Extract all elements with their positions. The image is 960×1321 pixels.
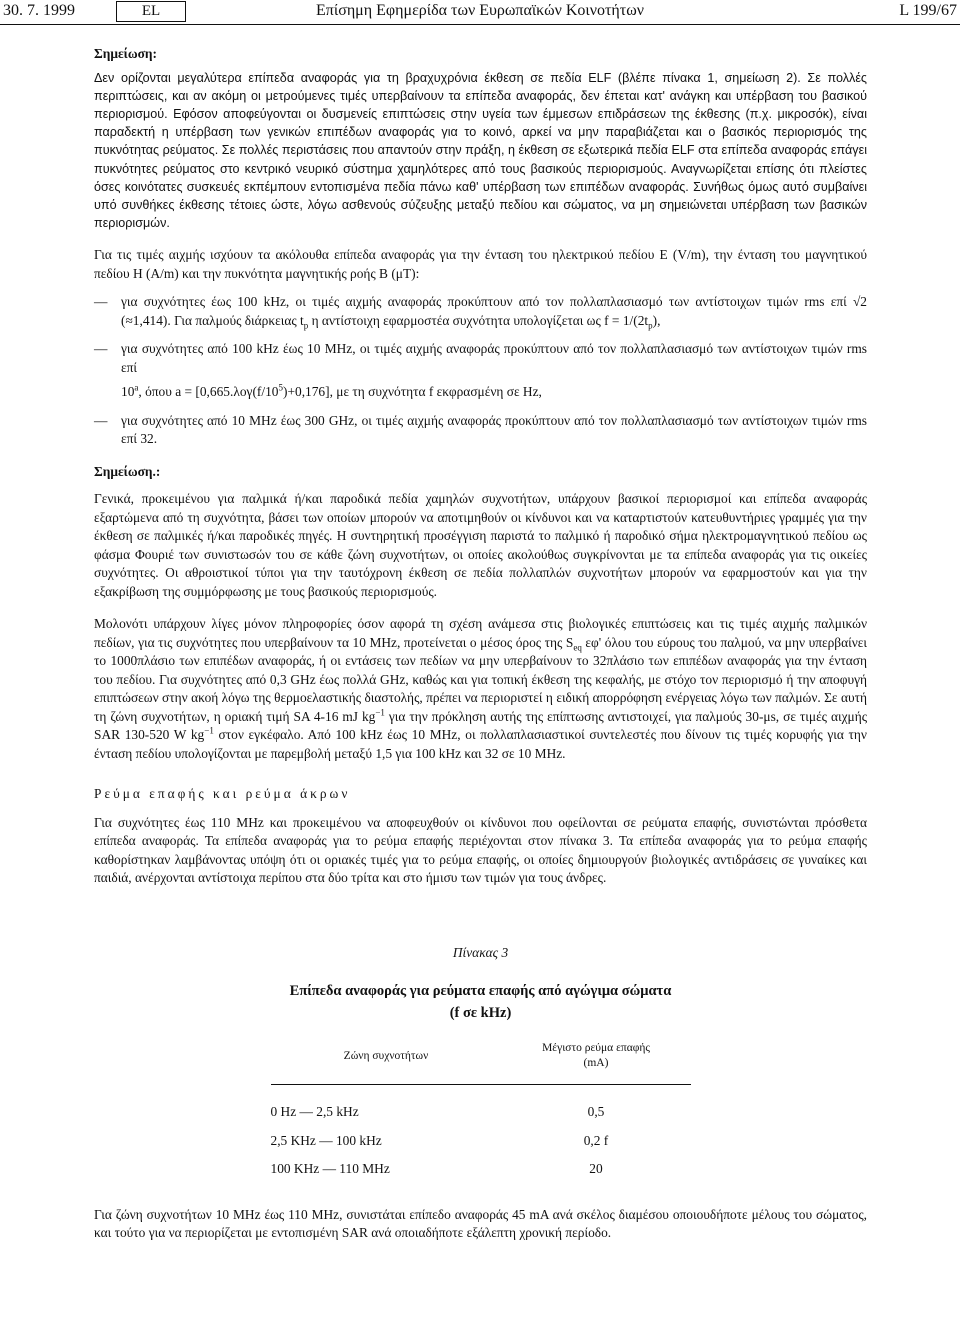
column-header: Ζώνη συχνοτήτων <box>271 1034 502 1085</box>
list-item <box>94 340 867 377</box>
column-header: Μέγιστο ρεύμα επαφής (mA) <box>502 1034 691 1085</box>
subscript: p <box>303 320 309 331</box>
section-heading: Ρεύμα επαφής και ρεύμα άκρων <box>94 786 351 802</box>
note-heading: Σημείωση.: <box>94 463 161 479</box>
formula-line <box>94 383 867 402</box>
table-cell: 20 <box>589 1161 603 1177</box>
table-row <box>271 1155 691 1184</box>
note-paragraph: Γενικά, προκειμένου για παλμικά ή/και παροδικά πεδία χαμηλών συχνοτήτων, υπάρχουν βασικοί περιορισμοί και επίπεδα αναφοράς εξαρτώμενα από τη συχνότητα, βάσει των οποίων μπορούν να αποτιμηθούν οι κίνδυνοι και να καταρτιστούν κατευθυντήριες γραμμές για την έκθεση σε παλμικές ή/και παροδικές πηγές. Η συντηρητική προσέγγιση παριστά το παλμικό ή παροδικό σήμα ηλεκτρομαγνητικού πεδίου ως φάσμα Φουριέ των συνιστωσών του σε κάθε ζώνη συχνοτήτων, οι οποίες ακολούθως συγκρίνονται με τα επίπεδα αναφοράς για τις οικείες συχνότητες. Οι αθροιστικοί τύποι για την ταυτόχρονη έκθεση σε πεδία πολλαπλών συχνοτήτων μπορούν να εφαρμοστούν και για την εξακρίβωση της συμμόρφωσης με τους βασικούς περιορισμούς. <box>94 491 867 599</box>
list-item <box>94 412 867 449</box>
superscript: 5 <box>278 382 283 393</box>
list-item-text: η αντίστοιχη εφαρμοστέα συχνότητα υπολογίζεται ως f = 1/(2t <box>308 312 649 328</box>
language-badge: EL <box>116 1 186 22</box>
list-item-text: για συχνότητες από 100 kHz έως 10 MHz, οι τιμές αιχμής αναφοράς προκύπτουν από τον πολλαπλασιασμό των αντίστοιχων τιμών rms επί <box>121 341 867 375</box>
table-cell: 0 Hz — 2,5 kHz <box>270 1104 359 1120</box>
list-item-text: για συχνότητες από 10 MHz έως 300 GHz, οι τιμές αιχμής αναφοράς προκύπτουν από τον πολλαπλασιασμό των αντίστοιχων τιμών rms επί 32. <box>121 412 867 447</box>
dash-bullet: — <box>94 412 108 428</box>
table-cell: 0,2 f <box>583 1132 609 1148</box>
table-subtitle: (f σε kHz) <box>449 1005 512 1022</box>
dash-bullet: — <box>94 294 108 310</box>
subscript: p <box>648 320 653 331</box>
list-item-text: για συχνότητες έως 100 kHz, οι τιμές αιχμής αναφοράς προκύπτουν από τον πολλαπλασιασμό των αντίστοιχων τιμών rms επί √2 (≈1,414). Για παλμούς διάρκειας t <box>121 294 867 328</box>
page-number: L 199/67 <box>899 2 957 19</box>
note-paragraph: Δεν ορίζονται μεγαλύτερα επίπεδα αναφοράς για τη βραχυχρόνια έκθεση σε πεδία ELF (βλέπε πίνακα 1, σημείωση 2). Σε πολλές περιπτώσεις, και αν ακόμη οι μετρούμενες τιμές υπερβαίνουν τα επίπεδα αναφοράς, δεν έπεται κατ' ανάγκη και υπέρβαση του βασικού περιορισμού. Εφόσον αποφεύγονται οι δυσμενείς επιπτώσεις στην υγεία των έμμεσων επιδράσεων της έκθεσης (π.χ. μικροσόκ), είναι παραδεκτή η υπέρβαση των γενικών επιπέδων αναφοράς για το κοινό, αρκεί να μην παραβιάζεται και ο βασικός περιορισμός της πυκνότητας ρεύματος. Σε πολλές περιστάσεις που απαντούν στην πράξη, η έκθεση σε εξωτερικά πεδία ELF στα επίπεδα αναφοράς επάγει πυκνότητες ρεύματος στο κεντρικό νευρικό σύστημα χαμηλότερες από τους βασικούς περιορισμούς. Αναγνωρίζεται επίσης ότι πλείστες όσες κοινότατες συσκευές εκπέμπουν εντοπισμένα πεδία πάνω καθ' υπέρβαση των επιπέδων αναφοράς. Συνήθως όμως αυτό συμβαίνει υπό συνθήκες έκθεσης τέτοιες ώστε, λόγω ασθενούς σύζευξης μεταξύ πεδίου και σώματος, να μη σημειώνεται υπέρβαση των βασικών περιορισμών. <box>94 70 867 231</box>
superscript: a <box>134 382 139 393</box>
table-cell: 100 KHz — 110 MHz <box>270 1161 390 1177</box>
page-header <box>0 0 960 26</box>
reference-table <box>271 1034 691 1184</box>
table-cell: 2,5 KHz — 100 kHz <box>270 1132 382 1148</box>
table-caption: Πίνακας 3 <box>452 944 509 960</box>
header-rule <box>0 24 960 25</box>
formula-text: )+0,176], με τη συχνότητα f εκφρασμένη σε Hz, <box>282 384 542 400</box>
document-body <box>94 45 867 1243</box>
list-item <box>94 293 867 330</box>
table-title: Επίπεδα αναφοράς για ρεύματα επαφής από αγώγιμα σώματα <box>289 983 672 1000</box>
note-paragraph: Μολονότι υπάρχουν λίγες μόνον πληροφορίες όσον αφορά τη σχέση ανάμεσα στις βιολογικές επιπτώσεις και τις τιμές αιχμής παλμικών πεδίων, για τις συχνότητες που υπερβαίνουν τα 10 MHz, προτείνεται ο μέσος όρος της $S_{eq}$ εφ' όλου του εύρους του παλμού, να μην υπερβαίνει το 1000πλάσιο των επιπέδων αναφοράς, ή οι εντάσεις των πεδίων να μην υπερβαίνουν το 32πλάσιο των επιπέδων αναφοράς για την ένταση του πεδίου. Για συχνότητες από 0,3 GHz έως πολλά GHz, καθώς και για τοπική έκθεση της κεφαλής, με στόχο τον περιορισμό ή την αποφυγή επιπτώσεων στην ακοή λόγω της θερμοελαστικής διαστολής, πρέπει να περιοριστεί η ειδική απορρόφηση ενέργειας λόγω των παλμών. Σε αυτή τη ζώνη συχνοτήτων, η οριακή τιμή SA 4-16 mJ $kg^{-1}$ για την πρόκληση αυτής της επίπτωσης αντιστοιχεί, για παλμούς 30-μs, σε τιμές αιχμής SAR 130-520 W $kg^{-1}$ στον εγκέφαλο. Από 100 kHz έως 10 MHz, οι πολλαπλασιαστικοί συντελεστές που δίνουν τις τιμές κορυφής για την ένταση πεδίου υπολογίζονται με παρεμβολή μεταξύ 1,5 για 100 kHz και 32 σε 10 MHz. <box>94 616 867 761</box>
formula-base: 10 <box>121 384 135 400</box>
dash-bullet: — <box>94 341 108 357</box>
publication-date: 30. 7. 1999 <box>3 2 75 19</box>
table-row <box>271 1127 691 1156</box>
note-heading: Σημείωση: <box>94 46 157 61</box>
list-item-text: ), <box>652 312 661 328</box>
journal-title: Επίσημη Εφημερίδα των Ευρωπαϊκών Κοινοτήτων <box>316 2 644 19</box>
formula-text: , όπου a = [0,665.λογ(f/10 <box>138 384 279 400</box>
table-cell: 0,5 <box>587 1104 605 1120</box>
contact-paragraph: Για συχνότητες έως 110 MHz και προκειμένου να αποφευχθούν οι κίνδυνοι που οφείλονται σε ρεύματα επαφής, συνιστώνται πρόσθετα επίπεδα αναφοράς. Τα επίπεδα αναφοράς για το ρεύμα επαφής περιέχονται στον πίνακα 3. Τα επίπεδα αναφοράς για το ρεύμα επαφής καθορίστηκαν λαμβάνοντας υπόψη ότι οι οριακές τιμές για το ρεύμα επαφής, οι οποίες δημιουργούν βιολογικές αντιδράσεις σε γυναίκες και παιδιά, ανέρχονται αντίστοιχα περίπου στα δύο τρίτα και στο ήμισυ των τιμών για τους άνδρες. <box>94 814 867 886</box>
intro-paragraph: Για τις τιμές αιχμής ισχύουν τα ακόλουθα επίπεδα αναφοράς για την ένταση του ηλεκτρικού πεδίου E (V/m), την ένταση του μαγνητικού πεδίου H (A/m) και την πυκνότητα μαγνητικής ροής B (μT): <box>94 247 867 281</box>
footer-paragraph: Για ζώνη συχνοτήτων 10 MHz έως 110 MHz, συνιστάται επίπεδο αναφοράς 45 mA ανά σκέλος διαμέσου οποιουδήποτε μέλους του σώματος, και τούτο για να περιορίζεται με εντοπισμένη SAR ανά οποιαδήποτε εξάλεπτη χρονική περίοδο. <box>94 1206 867 1241</box>
table-row <box>271 1085 691 1127</box>
table-header-row <box>271 1034 691 1085</box>
